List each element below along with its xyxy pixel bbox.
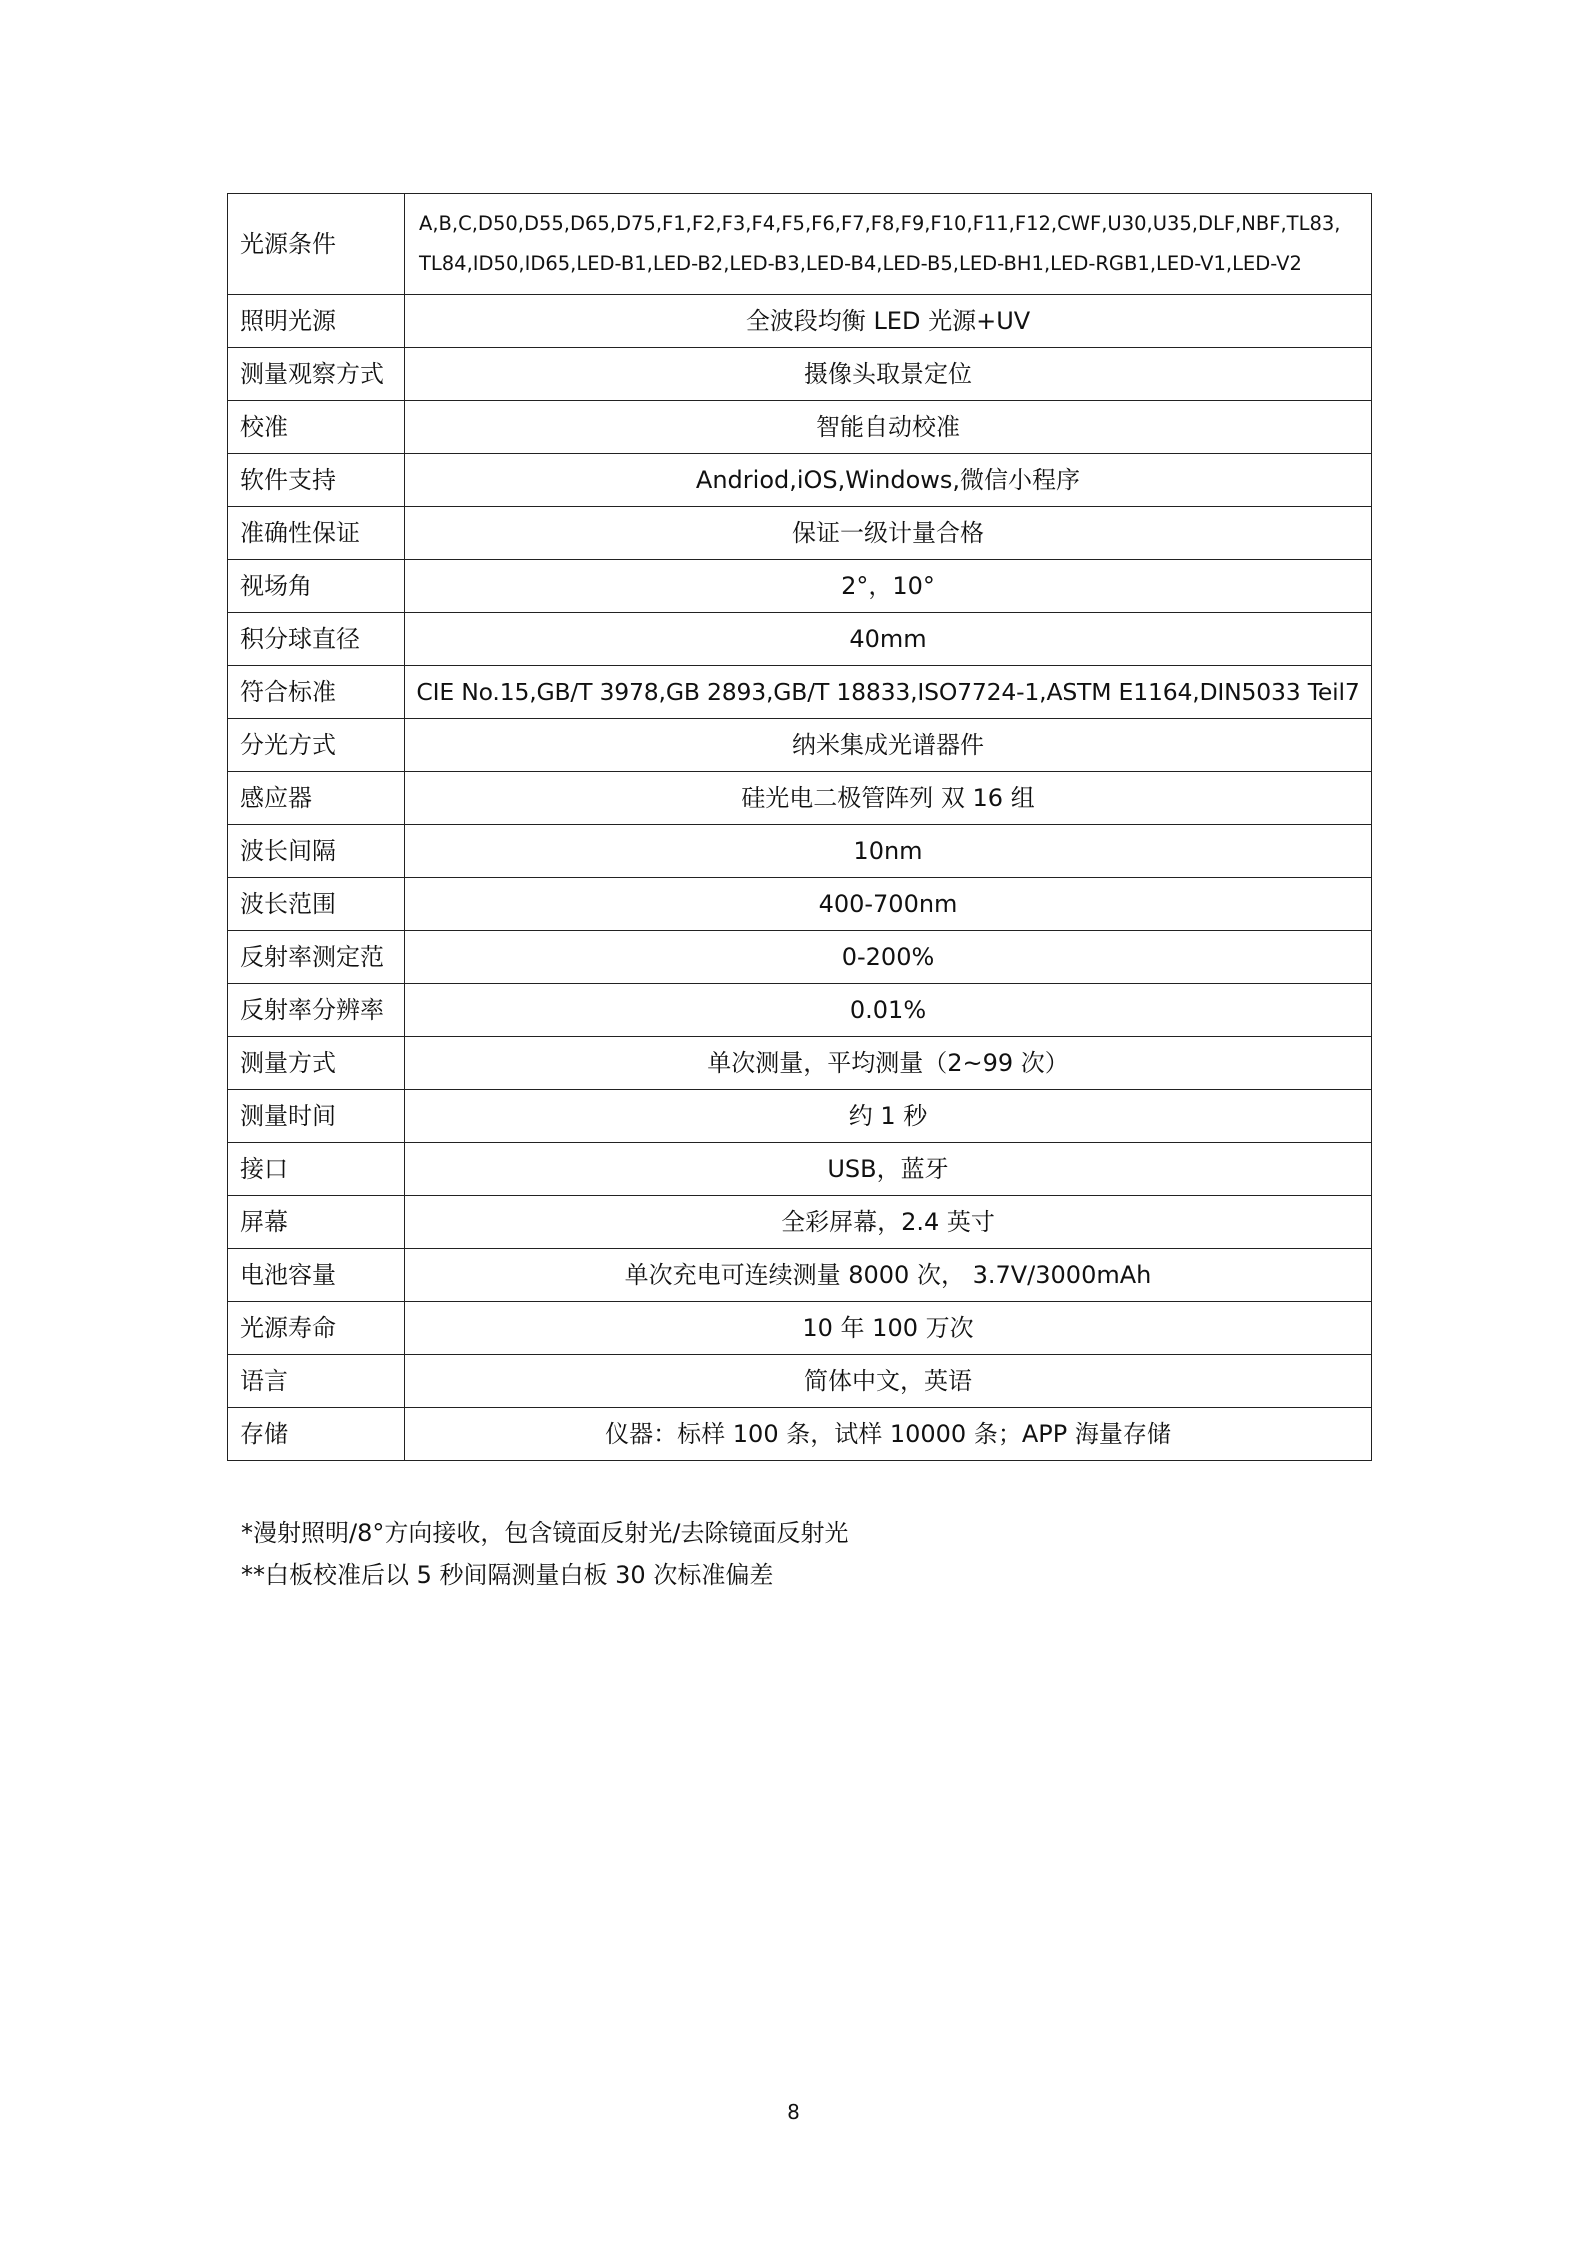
- row-label: 积分球直径: [228, 613, 405, 666]
- table-row: [228, 1249, 1372, 1302]
- row-label: 电池容量: [228, 1249, 405, 1302]
- table-row: [228, 454, 1372, 507]
- table-row: [228, 719, 1372, 772]
- row-label: 准确性保证: [228, 507, 405, 560]
- row-value: 单次测量，平均测量（2~99 次）: [405, 1037, 1372, 1090]
- row-value: CIE No.15,GB/T 3978,GB 2893,GB/T 18833,ISO7724-1,ASTM E1164,DIN5033 Teil7: [405, 666, 1372, 719]
- table-row: [228, 295, 1372, 348]
- row-label: 测量观察方式: [228, 348, 405, 401]
- row-value: 纳米集成光谱器件: [405, 719, 1372, 772]
- row-value: 仪器：标样 100 条，试样 10000 条；APP 海量存储: [405, 1408, 1372, 1461]
- table-row: [228, 1302, 1372, 1355]
- table-row: [228, 984, 1372, 1037]
- row-value: USB，蓝牙: [405, 1143, 1372, 1196]
- row-value: 0-200%: [405, 931, 1372, 984]
- row-label: 光源条件: [228, 194, 405, 295]
- row-value-line: TL84,ID50,ID65,LED-B1,LED-B2,LED-B3,LED-B4,LED-B5,LED-BH1,LED-RGB1,LED-V1,LED-V2: [419, 252, 1302, 275]
- row-value: 10 年 100 万次: [405, 1302, 1372, 1355]
- row-value: 摄像头取景定位: [405, 348, 1372, 401]
- row-value: 10nm: [405, 825, 1372, 878]
- row-value: 40mm: [405, 613, 1372, 666]
- table-row: [228, 613, 1372, 666]
- row-label: 测量方式: [228, 1037, 405, 1090]
- row-value: 约 1 秒: [405, 1090, 1372, 1143]
- footnote: **白板校准后以 5 秒间隔测量白板 30 次标准偏差: [241, 1561, 774, 1589]
- table-row: [228, 194, 1372, 295]
- page-number: 8: [787, 2100, 800, 2124]
- table-row: [228, 1355, 1372, 1408]
- row-value: Andriod,iOS,Windows,微信小程序: [405, 454, 1372, 507]
- table-row: [228, 560, 1372, 613]
- row-label: 照明光源: [228, 295, 405, 348]
- row-value: 全彩屏幕，2.4 英寸: [405, 1196, 1372, 1249]
- table-row: [228, 878, 1372, 931]
- row-label: 波长范围: [228, 878, 405, 931]
- row-value: 0.01%: [405, 984, 1372, 1037]
- table-row: [228, 1143, 1372, 1196]
- row-label: 测量时间: [228, 1090, 405, 1143]
- row-label: 视场角: [228, 560, 405, 613]
- row-label: 屏幕: [228, 1196, 405, 1249]
- row-label: 存储: [228, 1408, 405, 1461]
- row-label: 波长间隔: [228, 825, 405, 878]
- spec-table: [227, 193, 1372, 1461]
- row-value: 硅光电二极管阵列 双 16 组: [405, 772, 1372, 825]
- row-value: 单次充电可连续测量 8000 次， 3.7V/3000mAh: [405, 1249, 1372, 1302]
- row-label: 校准: [228, 401, 405, 454]
- table-row: [228, 507, 1372, 560]
- row-label: 反射率测定范: [228, 931, 405, 984]
- table-row: [228, 1090, 1372, 1143]
- table-row: [228, 666, 1372, 719]
- row-label: 接口: [228, 1143, 405, 1196]
- footnotes: [241, 1512, 848, 1596]
- row-value-line: A,B,C,D50,D55,D65,D75,F1,F2,F3,F4,F5,F6,F7,F8,F9,F10,F11,F12,CWF,U30,U35,DLF,NBF,TL83,: [419, 212, 1341, 235]
- row-value: 简体中文，英语: [405, 1355, 1372, 1408]
- row-label: 感应器: [228, 772, 405, 825]
- row-label: 光源寿命: [228, 1302, 405, 1355]
- row-value: 智能自动校准: [405, 401, 1372, 454]
- row-value: 保证一级计量合格: [405, 507, 1372, 560]
- table-row: [228, 1196, 1372, 1249]
- table-row: [228, 1408, 1372, 1461]
- table-row: [228, 931, 1372, 984]
- footnote: *漫射照明/8°方向接收，包含镜面反射光/去除镜面反射光: [241, 1519, 849, 1547]
- row-value: [405, 194, 1372, 295]
- row-label: 反射率分辨率: [228, 984, 405, 1037]
- row-label: 语言: [228, 1355, 405, 1408]
- row-value: 400-700nm: [405, 878, 1372, 931]
- table-row: [228, 772, 1372, 825]
- table-row: [228, 1037, 1372, 1090]
- row-value: 2°，10°: [405, 560, 1372, 613]
- row-label: 软件支持: [228, 454, 405, 507]
- table-row: [228, 401, 1372, 454]
- table-row: [228, 348, 1372, 401]
- row-label: 符合标准: [228, 666, 405, 719]
- row-label: 分光方式: [228, 719, 405, 772]
- table-row: [228, 825, 1372, 878]
- row-value: 全波段均衡 LED 光源+UV: [405, 295, 1372, 348]
